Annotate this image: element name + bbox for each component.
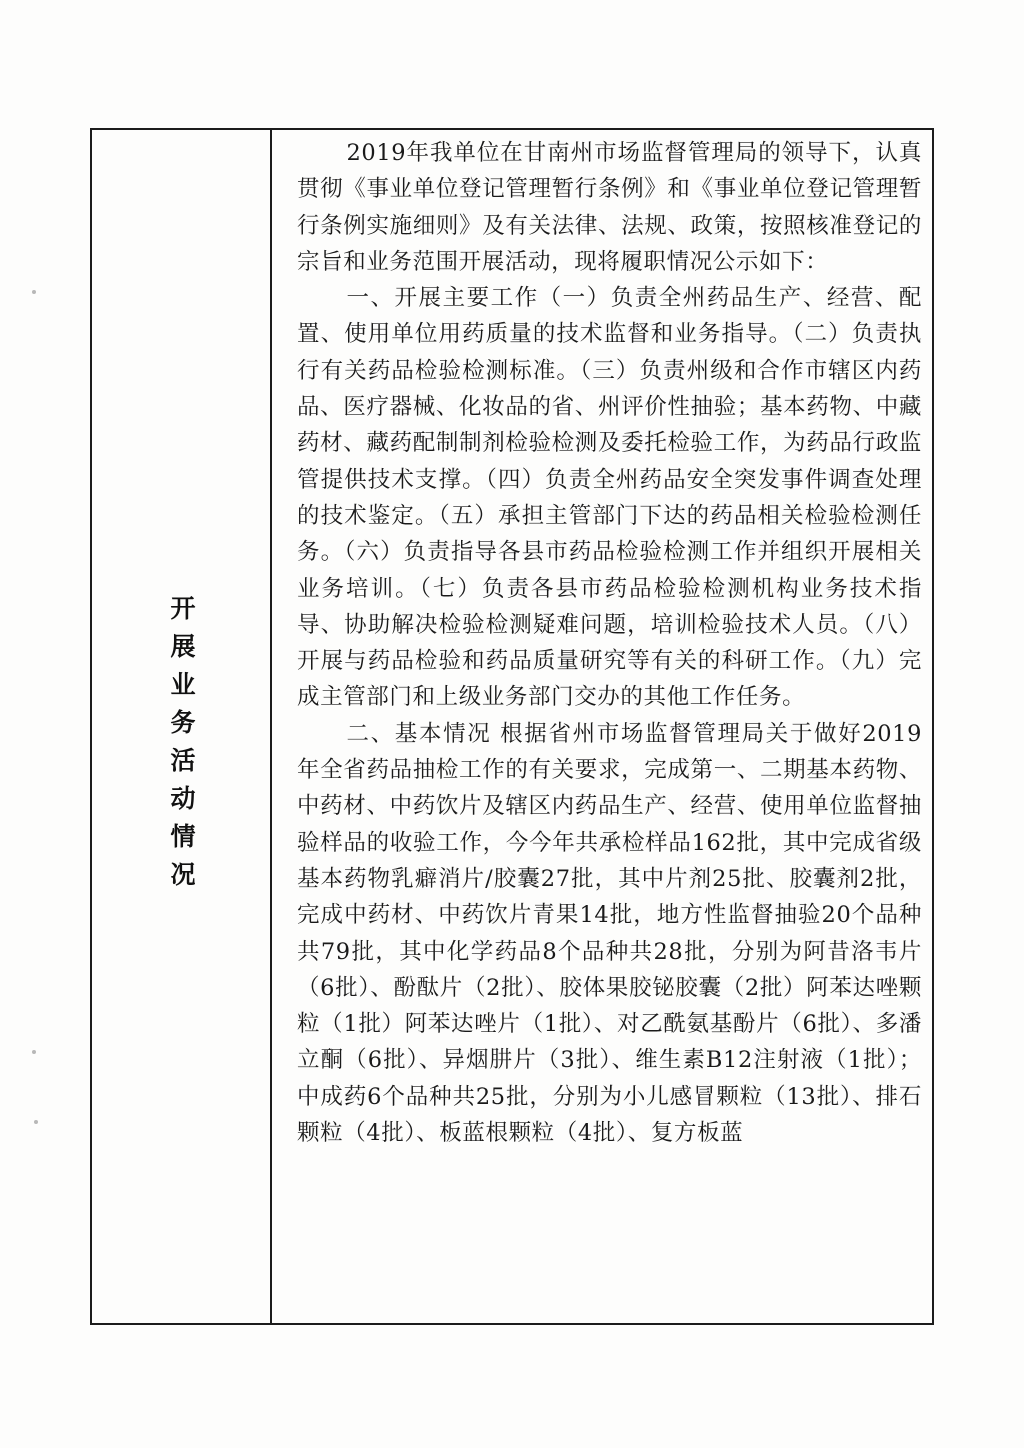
scan-mark <box>32 290 36 294</box>
section-label-char: 开 <box>170 594 196 623</box>
section-label-char: 动 <box>170 784 196 813</box>
content-column <box>297 135 922 1151</box>
basic-situation-paragraph: 二、基本情况 根据省州市场监督管理局关于做好2019年全省药品抽检工作的有关要求，完成第一、二期基本药物、中药材、中药饮片及辖区内药品生产、经营、使用单位监督抽验样品的收验工作，今今年共承检样品162批，其中完成省级基本药物乳癖消片/胶囊27批，其中片剂25批、胶囊剂2批，完成中药材、中药饮片青果14批，地方性监督抽验20个品种共79批，其中化学药品8个品种共28批，分别为阿昔洛韦片（6批）、酚酞片（2批）、胶体果胶铋胶囊（2批）阿苯达唑颗粒（1批）阿苯达唑片（1批）、对乙酰氨基酚片（6批）、多潘立酮（6批）、异烟肼片（3批）、维生素B12注射液（1批）；中成药6个品种共25批，分别为小儿感冒颗粒（13批）、排石颗粒（4批）、板蓝根颗粒（4批）、复方板蓝 <box>297 720 922 1147</box>
section-label-char: 务 <box>170 708 196 737</box>
section-label <box>168 590 198 894</box>
intro-paragraph: 2019年我单位在甘南州市场监督管理局的领导下，认真贯彻《事业单位登记管理暂行条例》和《事业单位登记管理暂行条例实施细则》及有关法律、法规、政策，按照核准登记的宗旨和业务范围开展活动，现将履职情况公示如下： <box>297 140 922 275</box>
column-divider <box>270 130 272 1323</box>
section-label-char: 业 <box>170 670 196 699</box>
scan-mark <box>32 1050 36 1054</box>
scan-mark <box>34 1120 38 1124</box>
section-label-char: 况 <box>170 860 196 889</box>
form-table <box>90 128 934 1325</box>
section-label-char: 情 <box>170 822 196 851</box>
main-work-paragraph: 一、开展主要工作（一）负责全州药品生产、经营、配置、使用单位用药质量的技术监督和业务指导。（二）负责执行有关药品检验检测标准。（三）负责州级和合作市辖区内药品、医疗器械、化妆品的省、州评价性抽验；基本药物、中藏药材、藏药配制制剂检验检测及委托检验工作，为药品行政监管提供技术支撑。（四）负责全州药品安全突发事件调查处理的技术鉴定。（五）承担主管部门下达的药品相关检验检测任务。（六）负责指导各县市药品检验检测工作并组织开展相关业务培训。（七）负责各县市药品检验检测机构业务技术指导、协助解决检验检测疑难问题，培训检验技术人员。（八）开展与药品检验和药品质量研究等有关的科研工作。（九）完成主管部门和上级业务部门交办的其他工作任务。 <box>297 285 922 711</box>
section-label-char: 展 <box>170 632 196 661</box>
section-label-char: 活 <box>170 746 196 775</box>
label-column <box>92 130 270 1323</box>
